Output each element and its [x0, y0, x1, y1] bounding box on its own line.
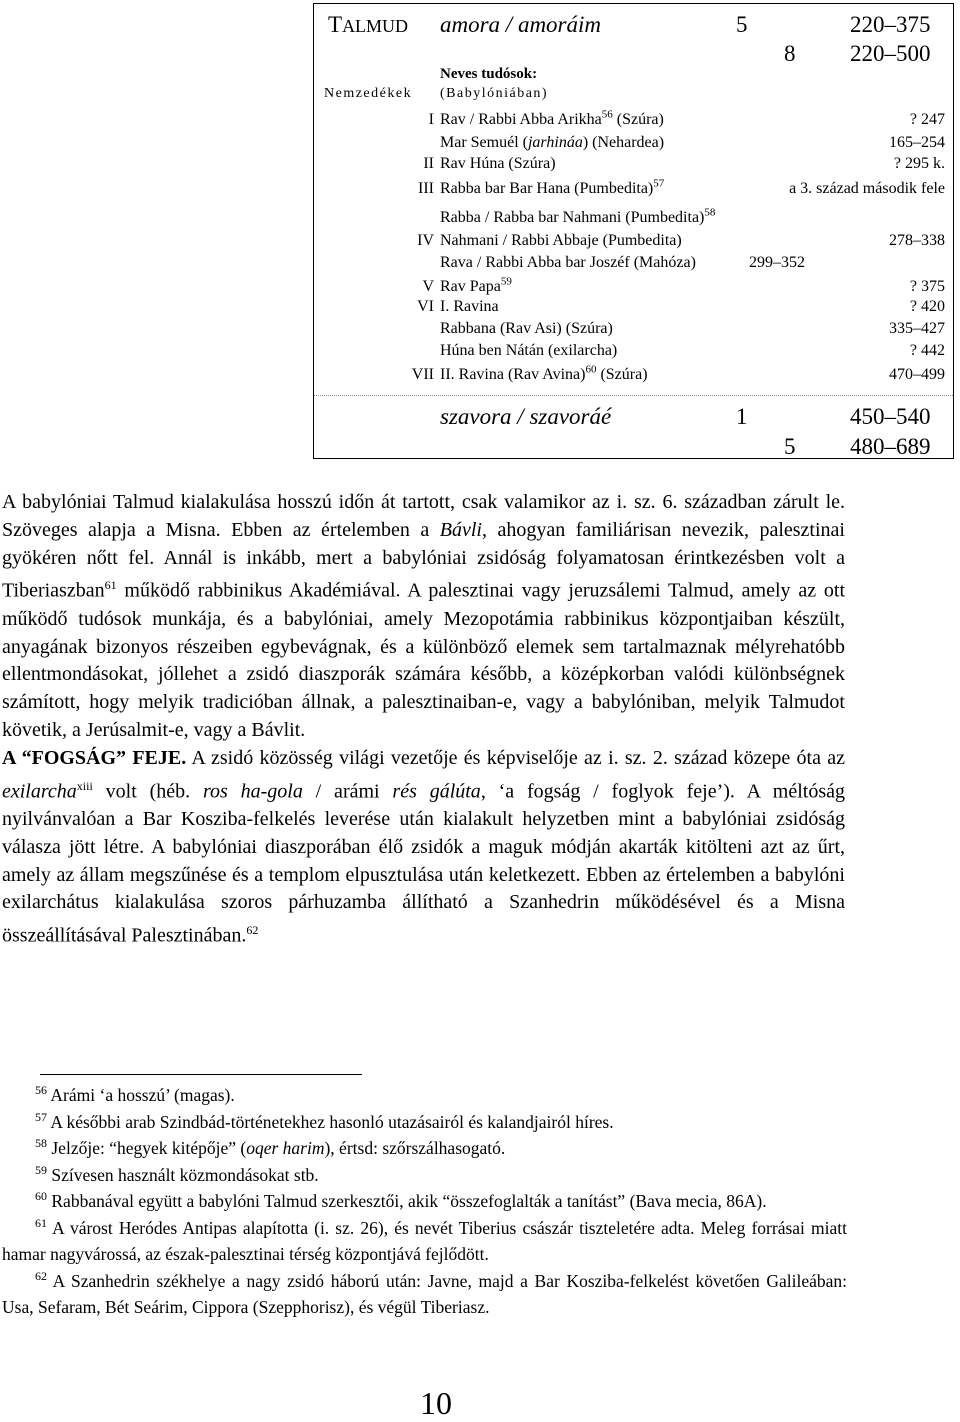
scholar-dates: ? 420	[909, 298, 945, 315]
scholar-dates: 278–338	[889, 232, 945, 249]
scholar-dates: ? 295 k.	[893, 155, 945, 172]
gen-IV: IV	[417, 232, 434, 249]
chronology-table	[313, 3, 954, 459]
scholar-row: Rabba bar Bar Hana (Pumbedita)$^{57}$	[440, 177, 665, 197]
gen-II: II	[423, 155, 434, 172]
scholar-row: I. Ravina	[440, 298, 499, 315]
footnote-ref: xiii	[76, 778, 93, 793]
amora-term: amora / amoráim	[440, 12, 602, 37]
footnote-58: $^{58}$ Jelzője: “hegyek kitépője” (oqer harim), értsd: szőrszálhasogató.	[35, 1136, 506, 1158]
gen-I: I	[428, 111, 434, 128]
paragraph-talmud: A babylóniai Talmud kialakulása hosszú időn át tartott, csak valamikor az i. sz. 6. században zárult le. Szöveges alapja a Misna. Ebben az értelemben a Bávli, ahogyan familiárisan nevezik, palesztinai gyökéren nőtt fel. Annál is inkább, mert a babylóniai zsidóság folyamatosan érintkezésben volt a Tiberiaszban$^{61}$ működő rabbinikus Akadémiával. A palesztinai vagy jeruzsálemi Talmud, amely az ott működő tudósok munkája, és a babylóniai, amely Mezopotámia rabbinikus központjaiban készült, anyagának bizonyos részeiben egybevágnak, és a különböző elemek sem tartalmaznak mélyrehatóbb ellentmondásokat, jóllehet a zsidó diaszporák számára később, a középkorban valódi különbségnek számított, hogy melyik tradicióban állnak, a palesztinaiban-e, vagy a babylóniban, melyik Talmudot követik, a Jerúsalmit-e, vagy a Bávlit.	[2, 491, 845, 742]
scholar-row: Rabbana (Rav Asi) (Szúra)	[440, 320, 613, 337]
scholar-dates: a 3. század második fele	[789, 180, 945, 197]
footnote-61: $^{61}$ A várost Heródes Antipas alapította (i. sz. 26), és nevét Tiberius császár tiszteletére adta. Meleg forrásai miatt hamar nagyvárossá, az észak-palesztinai térség központjává fejlődött.	[2, 1215, 847, 1264]
szavora-generations-2: 5	[784, 434, 796, 459]
gen-V: V	[422, 278, 434, 295]
scholar-row: Rava / Rabbi Abba bar Joszéf (Mahóza)	[440, 254, 696, 271]
body-text	[2, 489, 845, 951]
scholar-dates: ? 375	[909, 278, 945, 295]
szavora-term: szavora / szavoráé	[440, 404, 612, 429]
scholar-row: Húna ben Nátán (exilarcha)	[440, 342, 618, 359]
table-divider	[314, 395, 953, 396]
amora-range-2: 220–500	[850, 41, 931, 66]
amora-generations-1: 5	[736, 12, 748, 37]
scholar-dates: 470–499	[889, 366, 945, 383]
scholar-row: Rav Papa$^{59}$	[440, 275, 512, 295]
gen-VI: VI	[417, 298, 434, 315]
generations-label: Nemzedékek	[324, 86, 413, 101]
footnote-62: $^{62}$ A Szanhedrin székhelye a nagy zsidó háború után: Javne, majd a Bar Kosziba-felkelést követően Galileában: Usa, Sefaram, Bét Seárim, Cippora (Szepphorisz), és végül Tiberiasz.	[2, 1268, 847, 1317]
footnote-59: $^{59}$ Szívesen használt közmondásokat stb.	[35, 1162, 319, 1185]
szavora-range-2: 480–689	[850, 434, 931, 459]
section-heading: A “FOGSÁG” FEJE.	[2, 746, 187, 769]
scholar-row: Rabba / Rabba bar Nahmani (Pumbedita)$^{58}$	[440, 206, 716, 226]
footnote-60: $^{60}$ Rabbanával együtt a babylóni Talmud szerkesztői, akik “összefoglalták a tanítást” (Bava mecia, 86A).	[35, 1189, 767, 1211]
scholar-row: Nahmani / Rabbi Abbaje (Pumbedita)	[440, 232, 682, 249]
scholar-row: II. Ravina (Rav Avina)$^{60}$ (Szúra)	[440, 363, 648, 383]
gen-VII: VII	[411, 366, 434, 383]
scholar-dates: 335–427	[889, 320, 945, 337]
scholar-dates: 299–352	[749, 254, 805, 271]
gen-III: III	[418, 180, 434, 197]
amora-range-1: 220–375	[850, 12, 931, 37]
scholar-dates: ? 442	[909, 342, 945, 359]
footnote-rule	[40, 1074, 362, 1075]
amora-generations-2: 8	[784, 41, 796, 66]
scholar-row: Mar Semuél (jarhináa) (Nehardea)	[440, 134, 665, 151]
footnote-ref: 62	[246, 923, 259, 938]
szavora-range-1: 450–540	[850, 404, 931, 429]
footnote-56: $^{56}$ Arámi ‘a hosszú’ (magas).	[35, 1083, 235, 1105]
scholar-row: Rav / Rabbi Abba Arikha$^{56}$ (Szúra)	[440, 108, 664, 128]
footnote-ref: 61	[104, 578, 117, 593]
footnote-57: $^{57}$ A későbbi arab Szindbád-történetekhez hasonló utazásairól és kalandjairól híres.	[35, 1109, 614, 1132]
paragraph-exilarch: A “FOGSÁG” FEJE. A zsidó közösség világi vezetője és képviselője az i. sz. 2. század közepe óta az exilarcha$^{xiii}$ volt (héb. ros ha-gola / arámi rés gálúta, ‘a fogság / foglyok feje’). A méltóság nyilvánvalóan a Bar Kosziba-felkelés leverése után kialakult helyzetben mint a babylóniai zsidóság válasza jött létre. A babylóniai diaszporában élő zsidók a maguk módján akarták kitölteni azt az űrt, amely az állam megszűnése és a templom elpusztulása után keletkezett. Ebben az értelemben a babylóni exilarchátus kialakulása szoros párhuzamba állítható a Szanhedrin működésével és a Misna összeállításával Palesztinában.$^{62}$	[2, 746, 845, 947]
footnotes	[2, 1082, 847, 1321]
notable-subtitle: (Babylóniában)	[440, 86, 549, 101]
scholar-row: Rav Húna (Szúra)	[440, 155, 556, 172]
scholar-dates: 165–254	[889, 134, 945, 151]
notable-title: Neves tudósok:	[440, 66, 538, 82]
page-number: 10	[420, 1385, 452, 1421]
talmud-label: TALMUD	[328, 12, 409, 37]
szavora-generations-1: 1	[736, 404, 748, 429]
scholar-dates: ? 247	[909, 111, 945, 128]
